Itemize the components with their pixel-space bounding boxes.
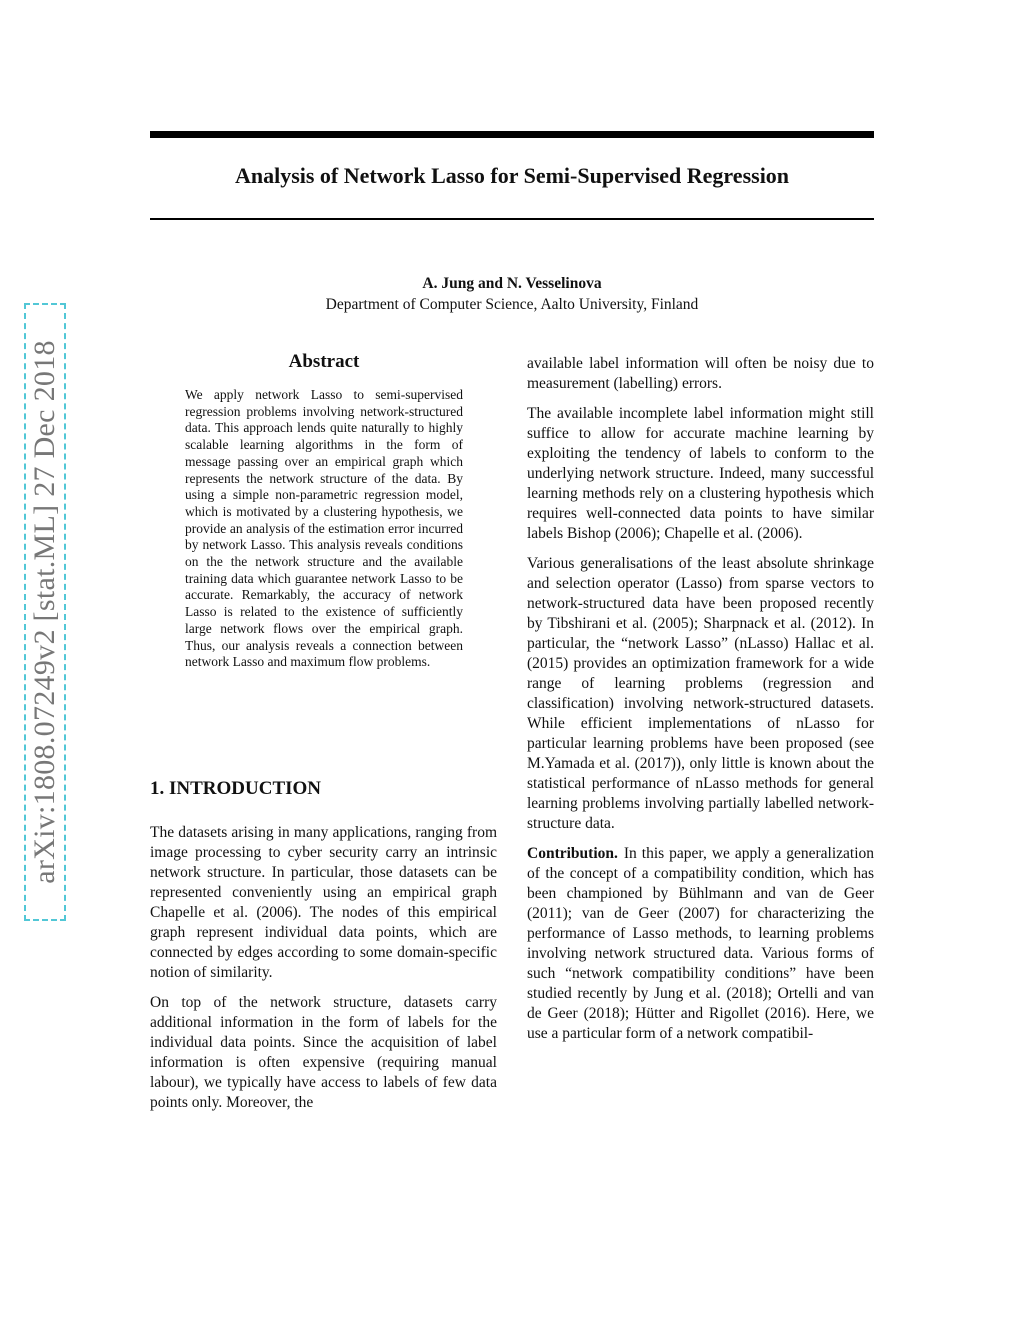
section-heading-introduction: 1. INTRODUCTION (150, 778, 322, 799)
paragraph: The available incomplete label information might still suffice to allow for accurate machine learning by exploiting the tendency of labels to conform to the underlying network structure. Indeed, many successful learning methods rely on a clustering hypothesis which requires well-connected data points to have similar labels Bishop (2006); Chapelle et al. (2006). (527, 405, 874, 542)
contribution-text: In this paper, we apply a generalization of the concept of a compatibility condition, which has been championed by Bühlmann and van de Geer (2011); van de Geer (2007) for characterizing the performance of Lasso methods, to learning problems involving network structured data. Various forms of such “network compatibility conditions” have been studied recently by Jung et al. (2018); Ortelli and van de Geer (2018); Hütter and Rigollet (2016). Here, we use a particular form of a network compatibil- (527, 845, 874, 1042)
paper-affiliation: Department of Computer Science, Aalto University, Finland (325, 296, 699, 313)
paragraph: On top of the network structure, datasets carry additional information in the form of labels for the individual data points. Since the acquisition of label information is often expensive (requiring manual labour), we typically have access to labels of few data points only. Moreover, the (150, 994, 497, 1111)
title-bottom-rule (150, 218, 874, 220)
arxiv-identifier: arXiv:1808.07249v2 [stat.ML] 27 Dec 2018 (28, 340, 61, 884)
paper-title: Analysis of Network Lasso for Semi-Supervised Regression (234, 163, 790, 188)
paragraph: The datasets arising in many applications, ranging from image processing to cyber security carry an intrinsic network structure. In particular, those datasets can be represented conveniently using an empirical graph Chapelle et al. (2006). The nodes of this empirical graph represent individual data points, which are connected by edges according to some domain-specific notion of similarity. (150, 824, 497, 981)
paragraph: available label information will often be noisy due to measurement (labelling) errors. (527, 355, 874, 392)
right-column (527, 354, 874, 1054)
paper-authors: A. Jung and N. Vesselinova (422, 275, 602, 292)
abstract-heading: Abstract (288, 351, 360, 372)
abstract-text: We apply network Lasso to semi-supervised regression problems involving network-structured data. This approach lends quite naturally to highly scalable learning algorithms in the form of message passing over an empirical graph which represents the network structure of the data. By using a simple non-parametric regression model, which is motivated by a clustering hypothesis, we provide an analysis of the estimation error incurred by network Lasso. This analysis reveals conditions on the the network structure and the available training data which guarantee network Lasso to be accurate. Remarkably, the accuracy of network Lasso is related to the existence of sufficiently large network flows over the empirical graph. Thus, our analysis reveals a connection between network Lasso and maximum flow problems. (185, 387, 463, 670)
contribution-paragraph (527, 844, 874, 1044)
contribution-label: Contribution. (527, 845, 618, 862)
left-column (150, 823, 497, 1123)
paragraph: Various generalisations of the least absolute shrinkage and selection operator (Lasso) from sparse vectors to network-structured data have been proposed recently by Tibshirani et al. (2005); Sharpnack et al. (2012). In particular, the “network Lasso” (nLasso) Hallac et al. (2015) provides an optimization framework for a wide range of learning problems (regression and classification) involving network-structured datasets. While efficient implementations of nLasso for particular learning problems have been proposed (see M.Yamada et al. (2017)), only little is known about the statistical performance of nLasso methods for general learning problems involving partially labelled network-structure data. (527, 555, 874, 832)
title-top-rule (150, 131, 874, 138)
